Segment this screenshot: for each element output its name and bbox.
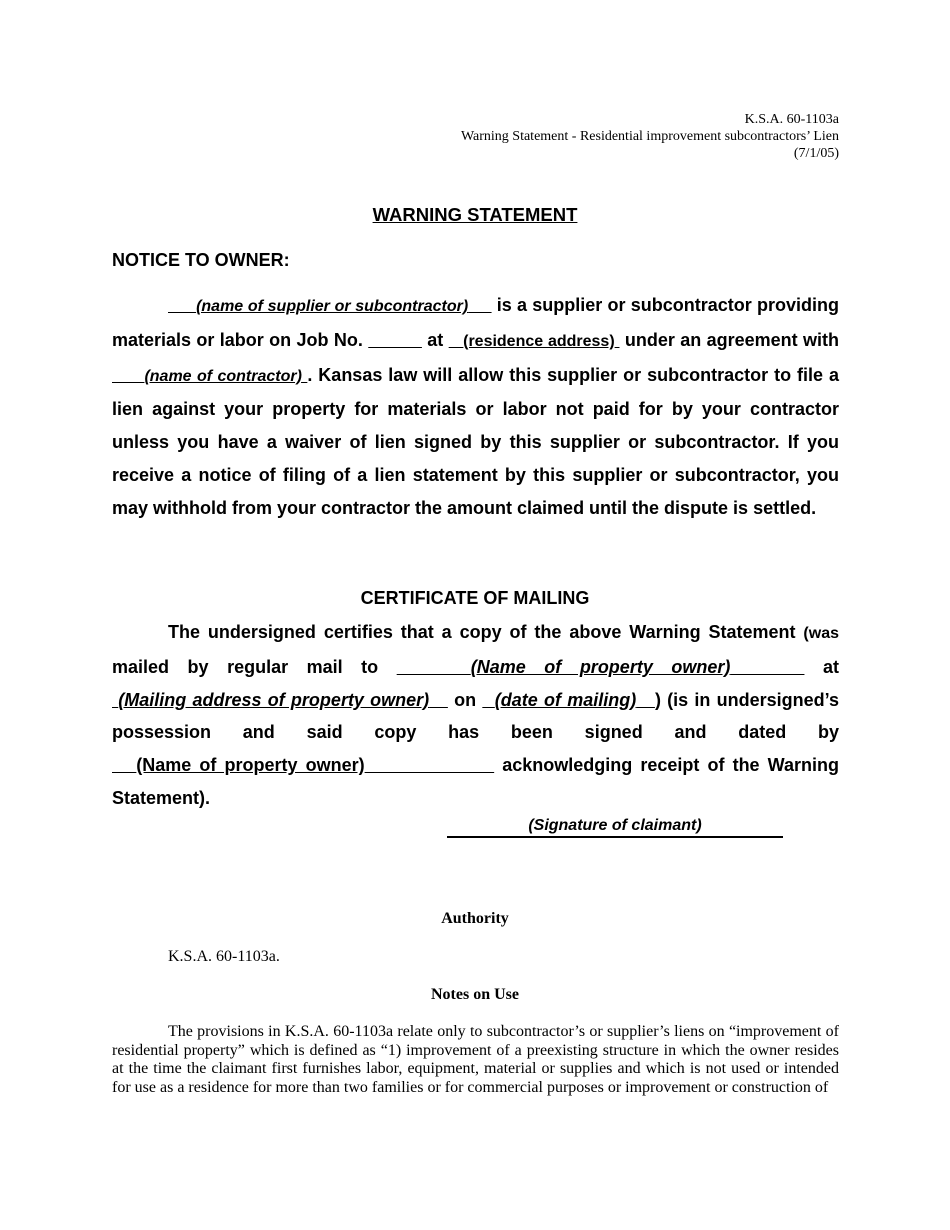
signature-line: (Signature of claimant) [447,816,783,838]
statute-reference: K.S.A. 60-1103a [744,112,839,127]
cert-text-6: acknowledging receipt of the Warning Statement). [112,755,839,808]
warning-text-2: at [421,329,449,350]
form-date: (7/1/05) [793,146,839,161]
warning-text-4: . Kansas law will allow this supplier or subcontractor to file a lien against your property for materials or labor not paid for by your contractor unless you have a waiver of lien signed by this supplier or subcontractor. If you receive a notice of filing of a lien statement by this supplier or subcontractor, you may withhold from your contractor the amount claimed until the dispute is settled. [112,364,840,518]
residence-address-blank: (residence address) [463,332,615,350]
certificate-paragraph [112,616,839,815]
cert-text-was: (was [803,625,839,642]
page-title: WARNING STATEMENT [372,204,578,225]
form-description: Warning Statement - Residential improvement subcontractors’ Lien [460,129,839,144]
warning-text-1: is a supplier or subcontractor providing materials or labor on Job No. [112,295,840,350]
cert-text-4: on [447,689,483,710]
notice-heading: NOTICE TO OWNER: [112,250,290,270]
cert-text-5: ) (is in undersigned’s possession and said copy has been signed and dated by [112,689,839,743]
cert-text-2: mailed by regular mail to [112,656,397,677]
warning-paragraph [112,289,839,525]
authority-heading: Authority [441,910,509,927]
contractor-name-blank: (name of contractor) [144,367,302,385]
cert-text-1: The undersigned certifies that a copy of the above Warning Statement [168,622,804,642]
authority-text: K.S.A. 60-1103a. [168,948,280,965]
cert-text-3: at [804,656,839,677]
mailing-date-blank: (date of mailing) [494,689,637,710]
owner-name-blank-2: (Name of property owner) [136,755,365,776]
warning-text-3: under an agreement with [619,329,839,350]
form-header [461,111,839,162]
certificate-title: CERTIFICATE OF MAILING [360,588,590,608]
supplier-name-blank: (name of supplier or subcontractor) [196,298,469,315]
job-number-blank [368,330,422,350]
notes-text: The provisions in K.S.A. 60-1103a relate only to subcontractor’s or supplier’s liens on “improvement of residential property” which is defined as “1) improvement of a preexisting structure in which the owner resides at the time the claimant first furnishes labor, equipment, material or supplies and which is not used or intended for use as a residence for more than two families or for commercial purposes or improvement or construction of [112,1023,839,1096]
owner-name-blank: (Name of property owner) [470,656,731,677]
mailing-address-blank: (Mailing address of property owner) [118,689,430,710]
notes-heading: Notes on Use [431,986,519,1003]
